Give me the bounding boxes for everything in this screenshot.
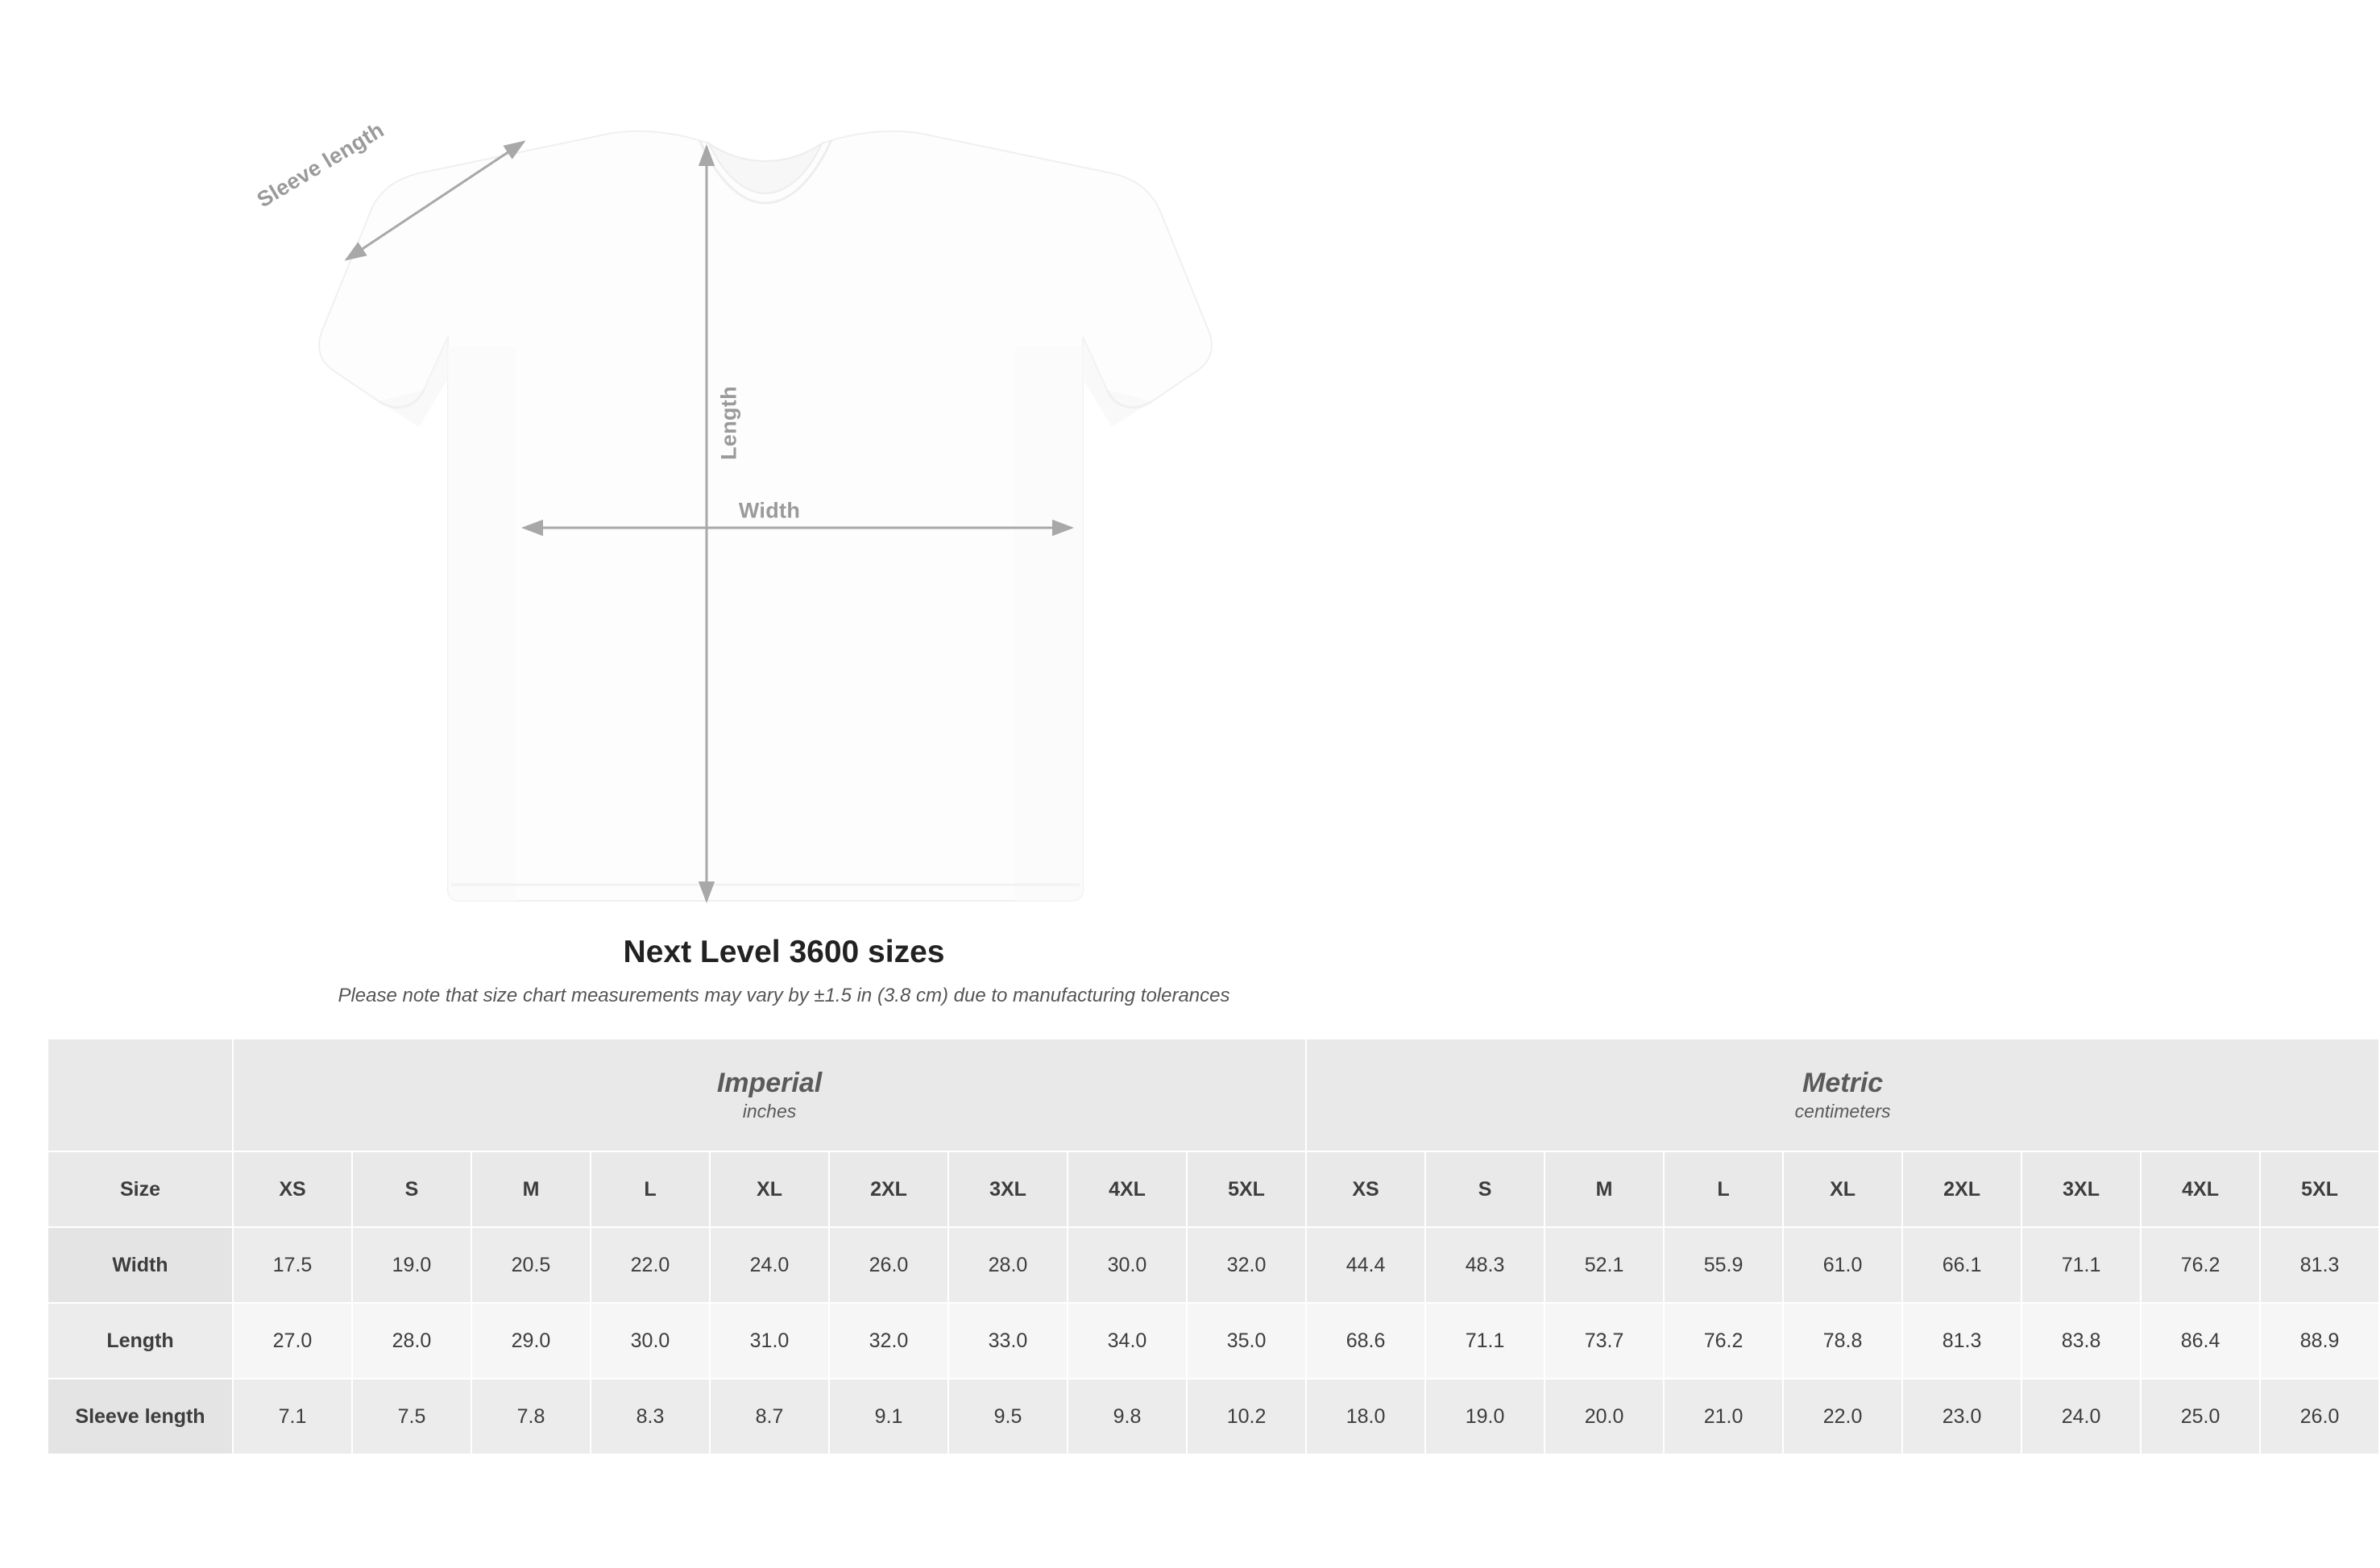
unit-group-imperial-name: Imperial (716, 1067, 823, 1098)
cell-sleeve-length: 9.8 (1068, 1379, 1187, 1454)
page-title: Next Level 3600 sizes (623, 935, 945, 969)
size-header-label: Size (48, 1151, 233, 1227)
cell-length: 30.0 (591, 1303, 710, 1379)
cell-sleeve-length: 8.3 (591, 1379, 710, 1454)
table-row (48, 1379, 2379, 1454)
cell-length: 32.0 (829, 1303, 948, 1379)
cell-width: 28.0 (948, 1227, 1068, 1303)
cell-length: 68.6 (1306, 1303, 1425, 1379)
cell-length: 88.9 (2260, 1303, 2379, 1379)
tshirt-diagram-svg (0, 0, 1568, 927)
size-header-cell: L (591, 1151, 710, 1227)
size-header-cell: XS (233, 1151, 352, 1227)
row-label-sleeve-length: Sleeve length (48, 1379, 233, 1454)
unit-group-metric-sub: centimeters (1794, 1101, 1891, 1122)
cell-sleeve-length: 21.0 (1664, 1379, 1783, 1454)
size-header-cell: 2XL (829, 1151, 948, 1227)
size-header-cell: S (352, 1151, 471, 1227)
cell-length: 83.8 (2021, 1303, 2141, 1379)
cell-sleeve-length: 20.0 (1545, 1379, 1664, 1454)
size-header-cell: 5XL (1187, 1151, 1306, 1227)
cell-sleeve-length: 7.5 (352, 1379, 471, 1454)
cell-sleeve-length: 23.0 (1902, 1379, 2021, 1454)
size-header-cell: 5XL (2260, 1151, 2379, 1227)
cell-sleeve-length: 19.0 (1425, 1379, 1545, 1454)
cell-width: 71.1 (2021, 1227, 2141, 1303)
cell-width: 52.1 (1545, 1227, 1664, 1303)
cell-sleeve-length: 25.0 (2141, 1379, 2260, 1454)
size-header-cell: XL (710, 1151, 829, 1227)
cell-length: 34.0 (1068, 1303, 1187, 1379)
annotation-width: Width (738, 498, 801, 523)
size-header-cell: S (1425, 1151, 1545, 1227)
row-label-length: Length (48, 1303, 233, 1379)
unit-group-imperial-sub: inches (742, 1101, 797, 1122)
cell-width: 22.0 (591, 1227, 710, 1303)
size-header-cell: 2XL (1902, 1151, 2021, 1227)
cell-sleeve-length: 8.7 (710, 1379, 829, 1454)
unit-group-imperial (233, 1039, 1306, 1151)
table-row (48, 1303, 2379, 1379)
tshirt-illustration (0, 0, 1568, 927)
cell-sleeve-length: 9.5 (948, 1379, 1068, 1454)
size-header-cell: 3XL (948, 1151, 1068, 1227)
cell-sleeve-length: 9.1 (829, 1379, 948, 1454)
cell-width: 66.1 (1902, 1227, 2021, 1303)
cell-length: 73.7 (1545, 1303, 1664, 1379)
cell-length: 33.0 (948, 1303, 1068, 1379)
cell-length: 71.1 (1425, 1303, 1545, 1379)
cell-length: 35.0 (1187, 1303, 1306, 1379)
cell-sleeve-length: 22.0 (1783, 1379, 1902, 1454)
cell-sleeve-length: 7.8 (471, 1379, 591, 1454)
size-header-cell: M (1545, 1151, 1664, 1227)
unit-group-metric (1306, 1039, 2379, 1151)
table-corner-cell (48, 1039, 233, 1151)
cell-width: 26.0 (829, 1227, 948, 1303)
cell-width: 17.5 (233, 1227, 352, 1303)
size-header-cell: XS (1306, 1151, 1425, 1227)
size-table-wrapper (47, 1038, 2340, 1455)
cell-sleeve-length: 24.0 (2021, 1379, 2141, 1454)
cell-width: 19.0 (352, 1227, 471, 1303)
size-header-cell: 4XL (2141, 1151, 2260, 1227)
size-table (47, 1038, 2380, 1455)
unit-group-row (48, 1039, 2379, 1151)
annotation-length: Length (716, 386, 741, 460)
cell-sleeve-length: 10.2 (1187, 1379, 1306, 1454)
cell-width: 55.9 (1664, 1227, 1783, 1303)
title-block (0, 935, 1568, 1007)
cell-length: 27.0 (233, 1303, 352, 1379)
cell-width: 48.3 (1425, 1227, 1545, 1303)
row-label-width: Width (48, 1227, 233, 1303)
cell-sleeve-length: 7.1 (233, 1379, 352, 1454)
cell-width: 61.0 (1783, 1227, 1902, 1303)
cell-length: 86.4 (2141, 1303, 2260, 1379)
cell-width: 20.5 (471, 1227, 591, 1303)
cell-width: 44.4 (1306, 1227, 1425, 1303)
cell-width: 32.0 (1187, 1227, 1306, 1303)
tolerance-note: Please note that size chart measurements may vary by ±1.5 in (3.8 cm) due to manufacturing tolerances (338, 985, 1230, 1006)
cell-width: 81.3 (2260, 1227, 2379, 1303)
table-row (48, 1227, 2379, 1303)
cell-sleeve-length: 18.0 (1306, 1379, 1425, 1454)
cell-length: 31.0 (710, 1303, 829, 1379)
cell-width: 24.0 (710, 1227, 829, 1303)
unit-group-metric-name: Metric (1802, 1067, 1884, 1098)
cell-sleeve-length: 26.0 (2260, 1379, 2379, 1454)
size-header-cell: XL (1783, 1151, 1902, 1227)
annotation-sleeve-length: Sleeve length (252, 117, 388, 213)
size-header-cell: L (1664, 1151, 1783, 1227)
cell-length: 76.2 (1664, 1303, 1783, 1379)
size-header-row (48, 1151, 2379, 1227)
cell-width: 30.0 (1068, 1227, 1187, 1303)
cell-width: 76.2 (2141, 1227, 2260, 1303)
size-header-cell: M (471, 1151, 591, 1227)
cell-length: 29.0 (471, 1303, 591, 1379)
cell-length: 78.8 (1783, 1303, 1902, 1379)
cell-length: 28.0 (352, 1303, 471, 1379)
cell-length: 81.3 (1902, 1303, 2021, 1379)
size-header-cell: 3XL (2021, 1151, 2141, 1227)
size-header-cell: 4XL (1068, 1151, 1187, 1227)
